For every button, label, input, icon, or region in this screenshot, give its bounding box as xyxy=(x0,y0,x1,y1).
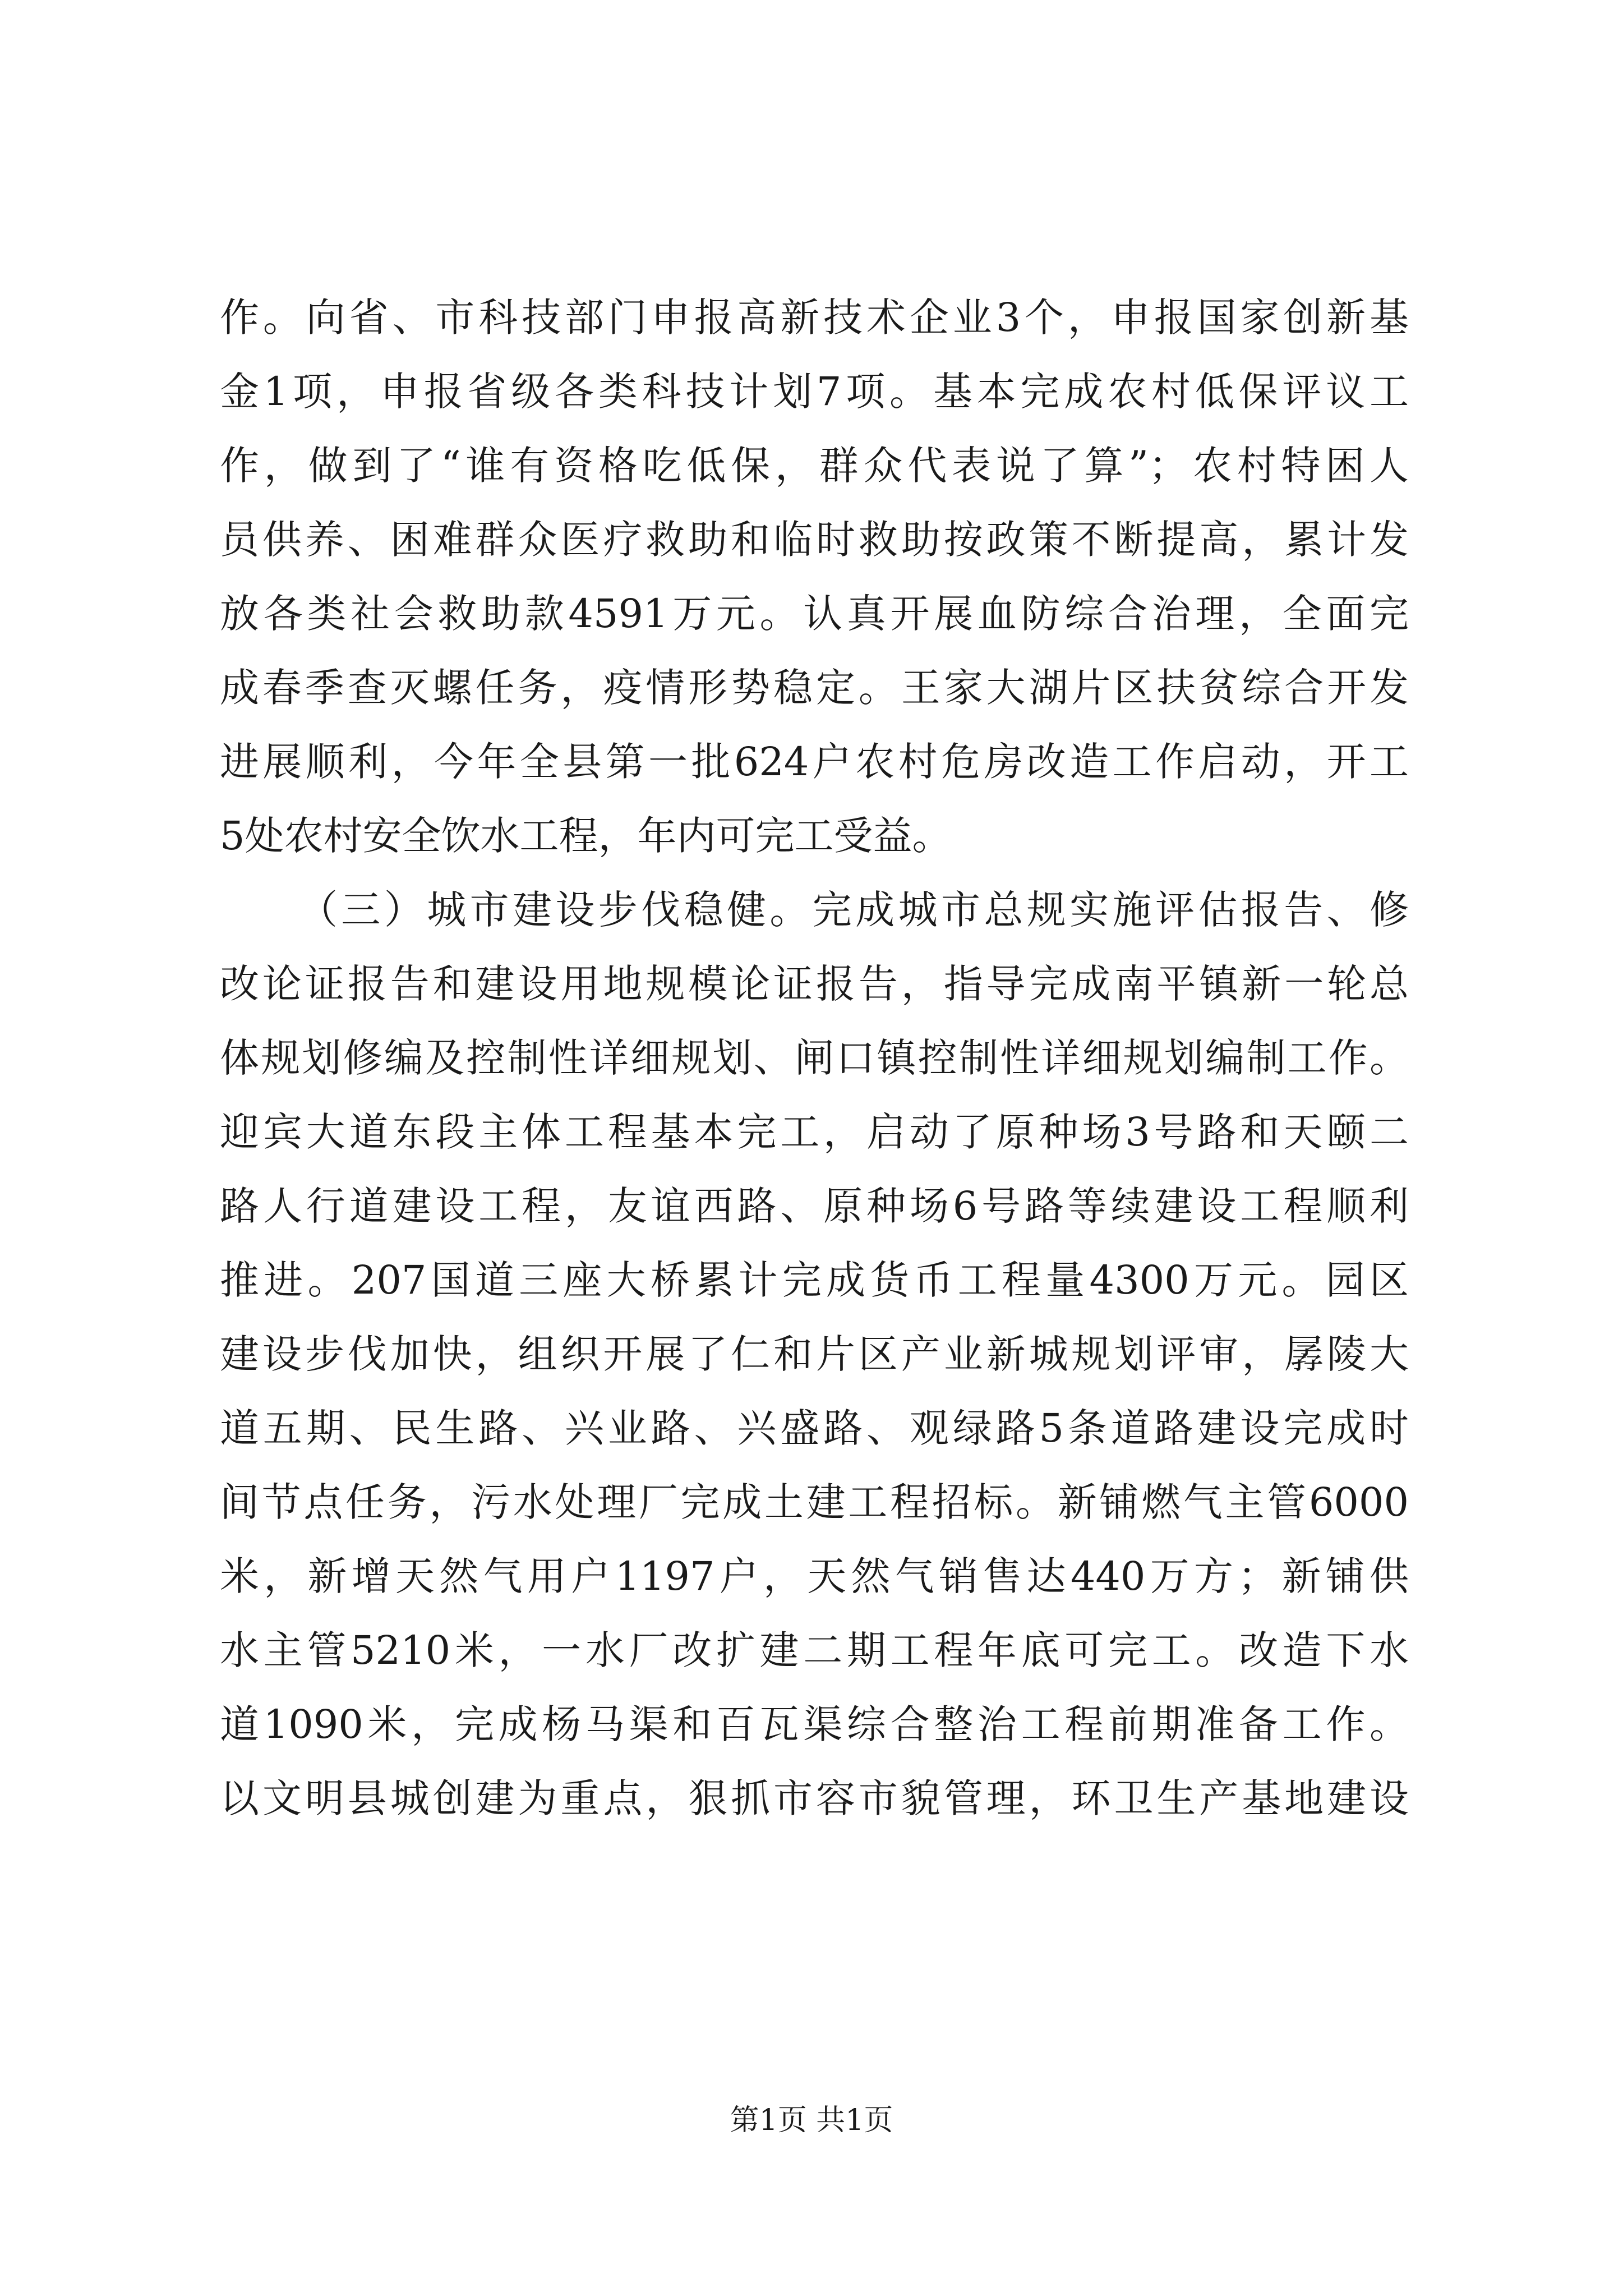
text-line: 以文明县城创建为重点，狠抓市容市貌管理，环卫生产基地建设 xyxy=(220,1775,1409,1821)
text-line: 作。向省、市科技部门申报高新技术企业3个，申报国家创新基 xyxy=(220,295,1409,341)
text-line: 道五期、民生路、兴业路、兴盛路、观绿路5条道路建设完成时 xyxy=(220,1405,1409,1451)
text-line: 成春季查灭螺任务，疫情形势稳定。王家大湖片区扶贫综合开发 xyxy=(220,665,1409,711)
text-line: 推进。207国道三座大桥累计完成货币工程量4300万元。园区 xyxy=(220,1257,1409,1303)
page-number-footer: 第1页 共1页 xyxy=(730,2104,893,2137)
section-heading-line: （三）城市建设步伐稳健。完成城市总规实施评估报告、修 xyxy=(298,887,1409,933)
text-line: 间节点任务，污水处理厂完成土建工程招标。新铺燃气主管6000 xyxy=(220,1479,1409,1525)
text-line: 5处农村安全饮水工程，年内可完工受益。 xyxy=(220,813,952,859)
text-line: 建设步伐加快，组织开展了仁和片区产业新城规划评审，孱陵大 xyxy=(220,1331,1409,1377)
text-line: 员供养、困难群众医疗救助和临时救助按政策不断提高，累计发 xyxy=(220,517,1409,563)
text-line: 路人行道建设工程，友谊西路、原种场6号路等续建设工程顺利 xyxy=(220,1183,1409,1229)
text-line: 放各类社会救助款4591万元。认真开展血防综合治理，全面完 xyxy=(220,591,1409,637)
text-line: 米，新增天然气用户1197户，天然气销售达440万方；新铺供 xyxy=(220,1553,1409,1599)
text-line: 进展顺利，今年全县第一批624户农村危房改造工作启动，开工 xyxy=(220,739,1409,785)
text-line: 作，做到了“谁有资格吃低保，群众代表说了算”；农村特困人 xyxy=(220,443,1409,489)
text-line: 改论证报告和建设用地规模论证报告，指导完成南平镇新一轮总 xyxy=(220,961,1409,1007)
text-line: 道1090米，完成杨马渠和百瓦渠综合整治工程前期准备工作。 xyxy=(220,1701,1409,1747)
document-body xyxy=(220,280,1409,1835)
text-line: 迎宾大道东段主体工程基本完工，启动了原种场3号路和天颐二 xyxy=(220,1109,1409,1155)
text-line: 水主管5210米，一水厂改扩建二期工程年底可完工。改造下水 xyxy=(220,1627,1409,1673)
text-line: 体规划修编及控制性详细规划、闸口镇控制性详细规划编制工作。 xyxy=(220,1035,1409,1081)
text-line: 金1项，申报省级各类科技计划7项。基本完成农村低保评议工 xyxy=(220,369,1409,415)
